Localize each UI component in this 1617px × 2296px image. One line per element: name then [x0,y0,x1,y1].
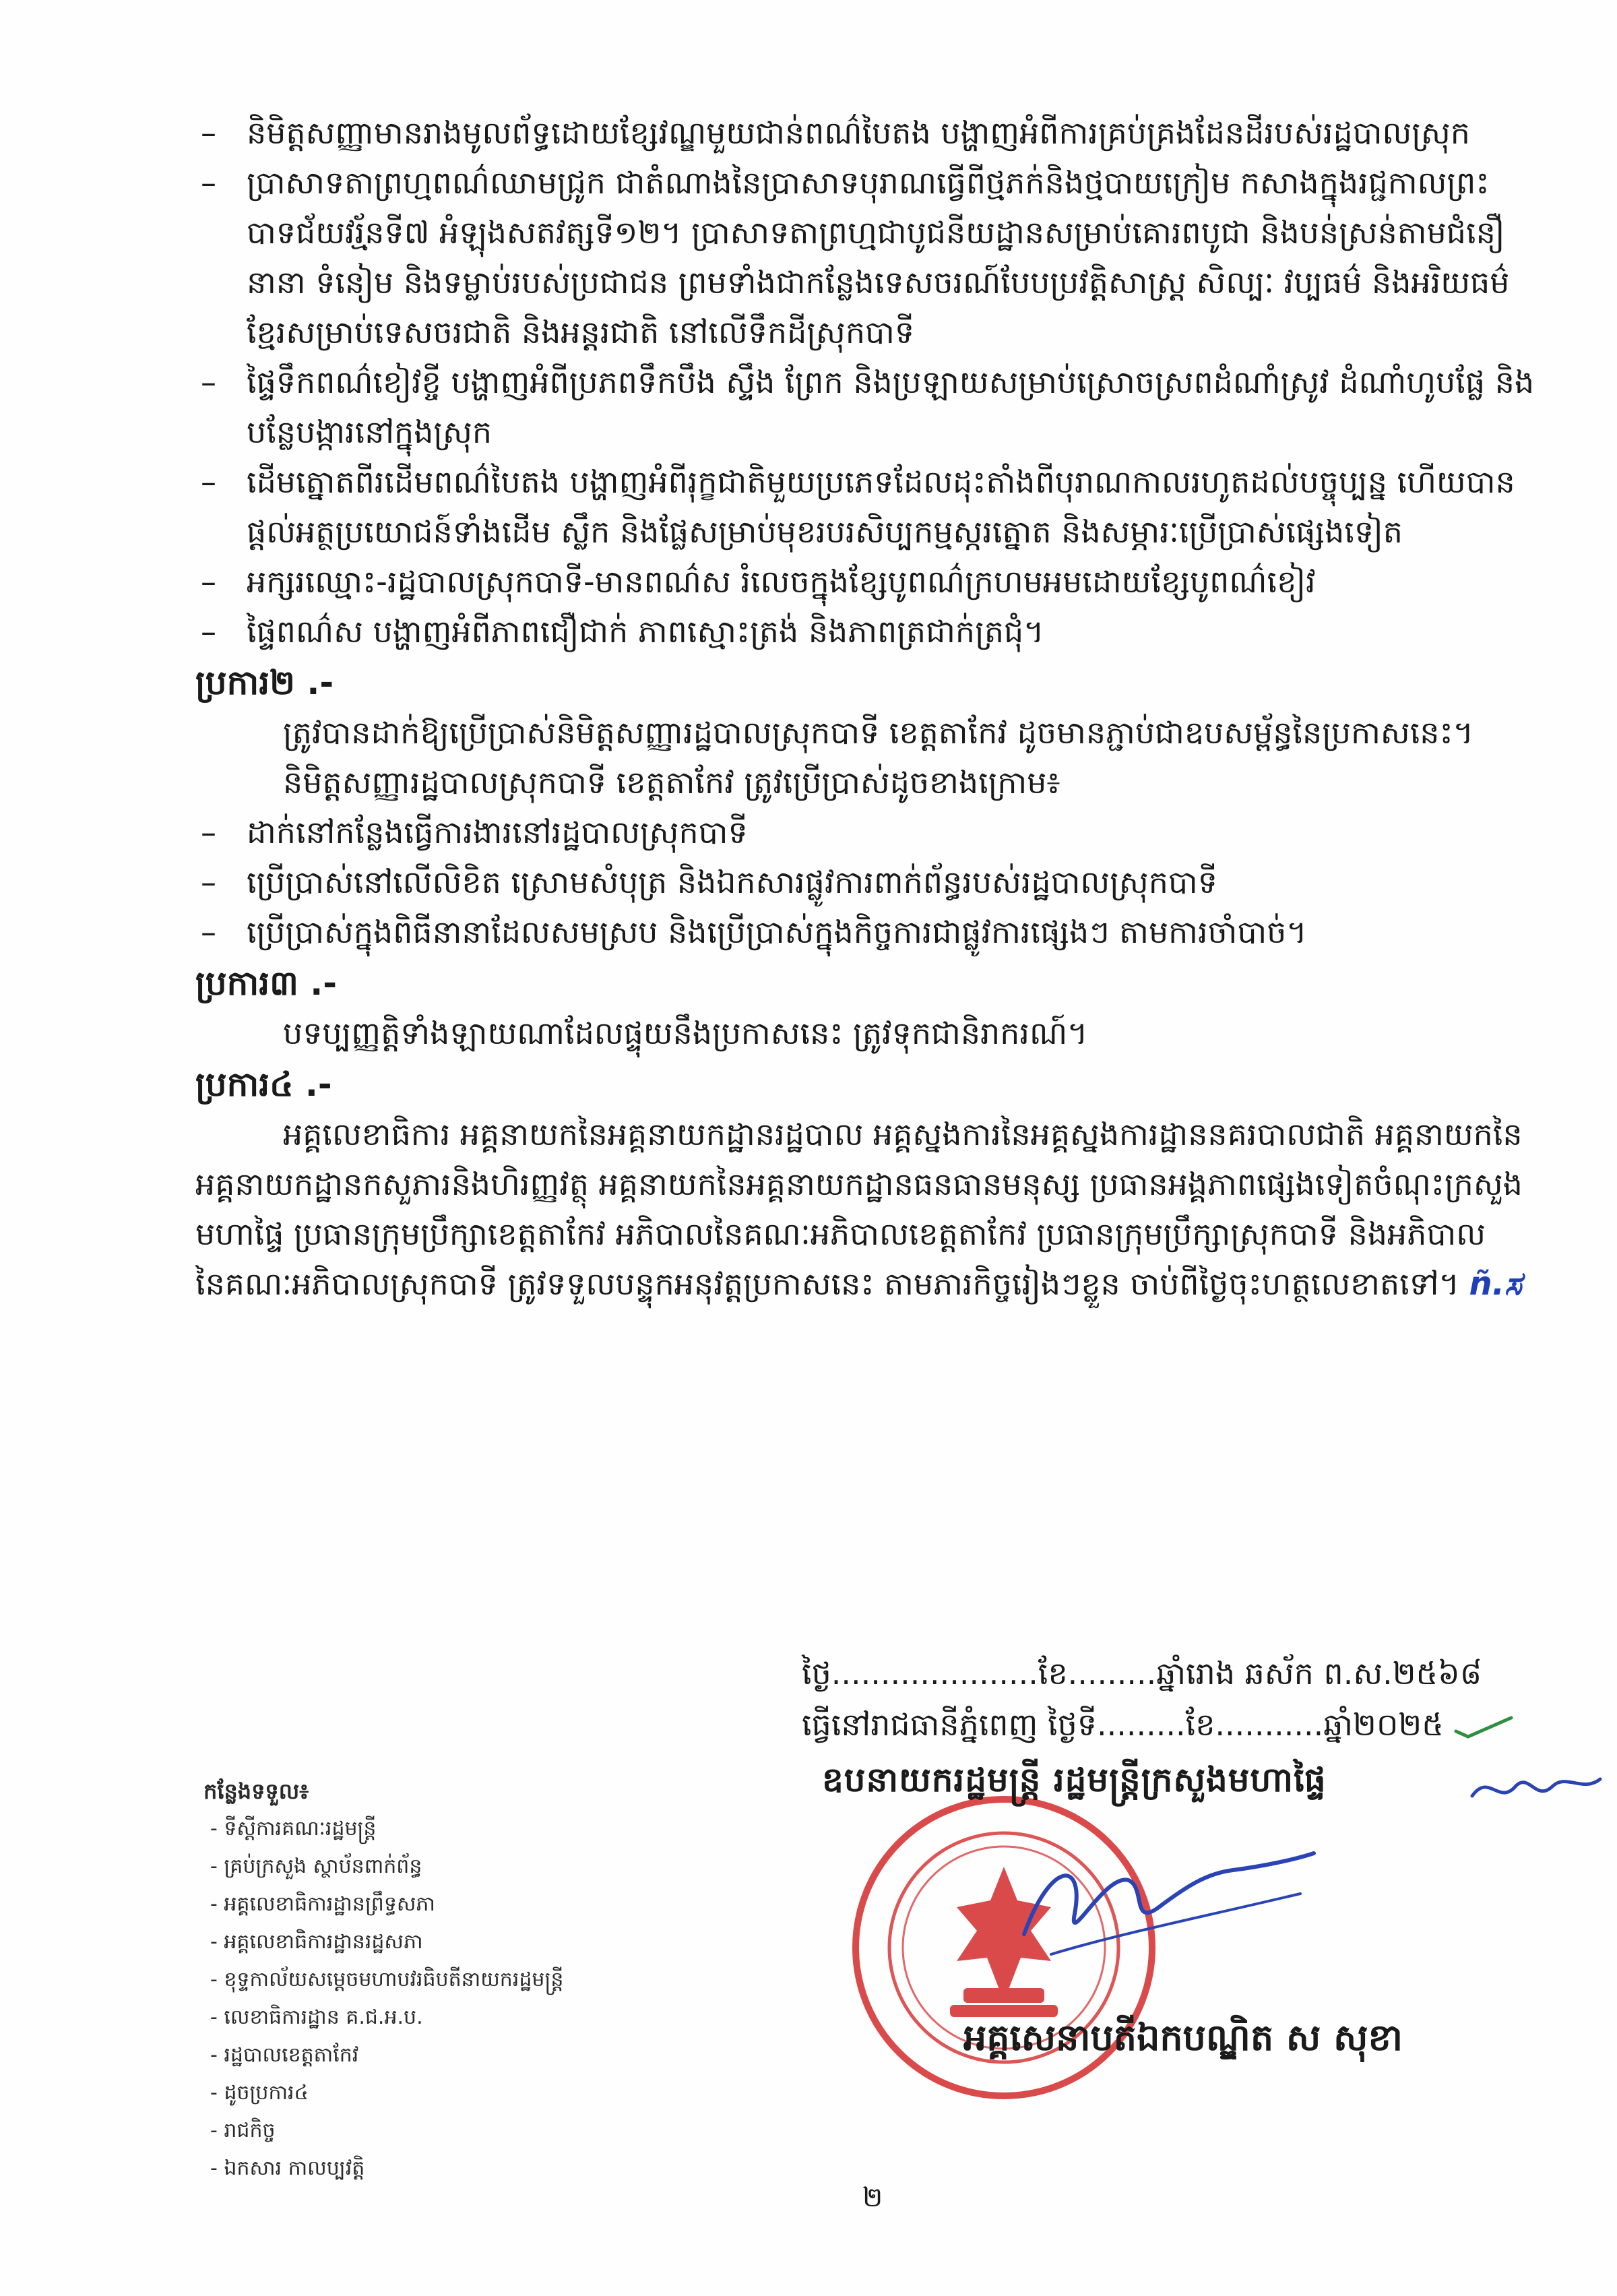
check-mark-icon [1453,1714,1514,1741]
page-number: ២ [862,2182,883,2213]
article-4-paragraph: អគ្គលេខាធិការ អគ្គនាយកនៃអគ្គនាយកដ្ឋានរដ្ឋបាល អគ្គស្នងការនៃអគ្គស្នងការដ្ឋាននគរបាលជាតិ អគ្គនាយកនៃអគ្គនាយកដ្ឋានកសួភារនិងហិរញ្ញវត្ថុ អគ្គនាយកនៃអគ្គនាយកដ្ឋានធនធានមនុស្ស ប្រធានអង្គភាពផ្សេងទៀតចំណុះក្រសួងមហាផ្ទៃ ប្រធានក្រុមប្រឹក្សាខេត្តតាកែវ អភិបាលនៃគណៈអភិបាលខេត្តតាកែវ ប្រធានក្រុមប្រឹក្សាស្រុកបាទី និងអភិបាលនៃគណៈអភិបាលស្រុកបាទី ត្រូវទទួលបន្ទុកអនុវត្តប្រកាសនេះ តាមភារកិច្ចរៀងៗខ្លួន ចាប់ពីថ្ងៃចុះហត្ថលេខាតទៅ។ ñ.ಸ [195,1116,1523,1303]
list-item: – ផ្ទៃទឹកពណ៌ខៀវខ្ចី បង្ហាញអំពីប្រភពទឹកបឹង ស្ទឹង ព្រែក និងប្រឡាយសម្រាប់ស្រោចស្រពដំណាំស្រូវ ដំណាំហូបផ្លែ និងបន្លែបង្ការនៅក្នុងស្រុក [201,364,1535,450]
lunar-date: ថ្ងៃ.....................ខែ.........ឆ្នាំរោង ឆស័ក ព.ស.២៥៦៨ [802,1655,1482,1692]
list-item: – អក្សរឈ្មោះ-រដ្ឋបាលស្រុកបាទី-មានពណ៌ស រំលេចក្នុងខ្សែបូពណ៌ក្រហមអមដោយខ្សែបូពណ៌ខៀវ [201,563,1316,600]
article-2-heading: ប្រការ២ .- [195,663,334,702]
list-item: – និមិត្តសញ្ញាមានរាងមូលព័ទ្ធដោយខ្សែវណ្ឌមួយជាន់ពណ៌បៃតង បង្ហាញអំពីការគ្រប់គ្រងដែនដីរបស់រដ្ឋបាលស្រុក [201,115,1470,151]
list-item: – ផ្ទៃពណ៌ស បង្ហាញអំពីភាពជឿជាក់ ភាពស្មោះត្រង់ និងភាពត្រជាក់ត្រជុំ។ [201,613,1044,650]
list-item: – ដើមត្នោតពីរដើមពណ៌បៃតង បង្ហាញអំពីរុក្ខជាតិមួយប្រភេទដែលដុះតាំងពីបុរាណកាលរហូតដល់បច្ចុប្បន្ន ហើយបានផ្តល់អត្ថប្រយោជន៍ទាំងដើម ស្លឹក និងផ្លែសម្រាប់មុខរបរសិប្បកម្មស្ករត្នោត និងសម្ភារៈប្រើប្រាស់ផ្សេងទៀត [201,464,1515,550]
date-block [802,1648,1543,1750]
list-item: – ដាក់នៅកន្លែងធ្វើការងារនៅរដ្ឋបាលស្រុកបាទី [201,814,748,850]
solar-date: ធ្វើនៅរាជធានីភ្នំពេញ ថ្ងៃទី.........ខែ...........ឆ្នាំ២០២៥ [802,1699,1543,1750]
list-item: - លេខាធិការដ្ឋាន គ.ជ.អ.ប. [210,2006,423,2029]
list-item: - ឯកសារ កាលប្បវត្តិ [210,2157,365,2180]
recipients-list [203,1772,564,2188]
list-item: – ប្រើប្រាស់នៅលើលិខិត ស្រោមសំបុត្រ និងឯកសារផ្លូវការពាក់ព័ន្ធរបស់រដ្ឋបាលស្រុកបាទី [201,864,1217,900]
list-item: – ប្រើប្រាស់ក្នុងពិធីនានាដែលសមស្រប និងប្រើប្រាស់ក្នុងកិច្ចការជាផ្លូវការផ្សេងៗ តាមការចាំបាច់។ [201,914,1307,950]
article-2-paragraph: ត្រូវបានដាក់ឱ្យប្រើប្រាស់និមិត្តសញ្ញារដ្ឋបាលស្រុកបាទី ខេត្តតាកែវ ដូចមានភ្ជាប់ជាឧបសម្ព័ន្ធនៃប្រកាសនេះ។ [283,714,1474,751]
list-item: - រដ្ឋបាលខេត្តតាកែវ [210,2043,359,2067]
list-item: - ដូចប្រការ៤ [210,2081,309,2105]
signatory-title: ឧបនាយករដ្ឋមន្ត្រី រដ្ឋមន្ត្រីក្រសួងមហាផ្ទៃ [822,1760,1327,1799]
handwritten-signature [1011,1833,1321,1968]
list-item: - ខុទ្ទកាល័យសម្តេចមហាបវរធិបតីនាយករដ្ឋមន្ត្រី [210,1968,564,1991]
article-2-usage-intro: និមិត្តសញ្ញារដ្ឋបាលស្រុកបាទី ខេត្តតាកែវ ត្រូវប្រើប្រាស់ដូចខាងក្រោម៖ [283,764,1060,801]
article-3-heading: ប្រការ៣ .- [195,964,337,1003]
list-item: – ប្រាសាទតាព្រហ្មពណ៌ឈាមជ្រូក ជាតំណាងនៃប្រាសាទបុរាណធ្វើពីថ្មភក់និងថ្មបាយក្រៀម កសាងក្នុងរជ្ជកាលព្រះបាទជ័យវរ្ម័នទី៧ អំឡុងសតវត្សទី១២។ ប្រាសាទតាព្រហ្មជាបូជនីយដ្ឋានសម្រាប់គោរពបូជា និងបន់ស្រន់តាមជំនឿនានា ទំនៀម និងទម្លាប់របស់ប្រជាជន ព្រមទាំងជាកន្លែងទេសចរណ៍បែបប្រវត្តិសាស្ត្រ សិល្បៈ វប្បធម៌ និងអរិយធម៌ខ្មែរសម្រាប់ទេសចរជាតិ និងអន្តរជាតិ នៅលើទឹកដីស្រុកបាទី [201,164,1510,350]
handwritten-initials: ñ.ಸ [1469,1265,1522,1303]
list-item: - ទីស្តីការគណៈរដ្ឋមន្ត្រី [210,1817,377,1840]
handwritten-initials-mark [1469,1766,1604,1813]
article-3-paragraph: បទប្បញ្ញត្តិទាំងឡាយណាដែលផ្ទុយនឹងប្រកាសនេះ ត្រូវទុកជានិរាករណ៍។ [283,1015,1088,1051]
list-item: - គ្រប់ក្រសួង ស្ថាប័នពាក់ព័ន្ធ [210,1855,422,1878]
recipients-heading: កន្លែងទទួល៖ [203,1778,309,1804]
document-body [195,108,1536,1309]
list-item: - អគ្គលេខាធិការដ្ឋានរដ្ឋសភា [210,1930,423,1954]
list-item: - អគ្គលេខាធិការដ្ឋានព្រឹទ្ធសភា [210,1892,435,1916]
article-4-heading: ប្រការ៤ .- [195,1065,332,1104]
list-item: - រាជកិច្ច [210,2119,276,2142]
signatory-name: អគ្គសេនាបតីឯកបណ្ឌិត ស សុខា [963,2016,1403,2059]
